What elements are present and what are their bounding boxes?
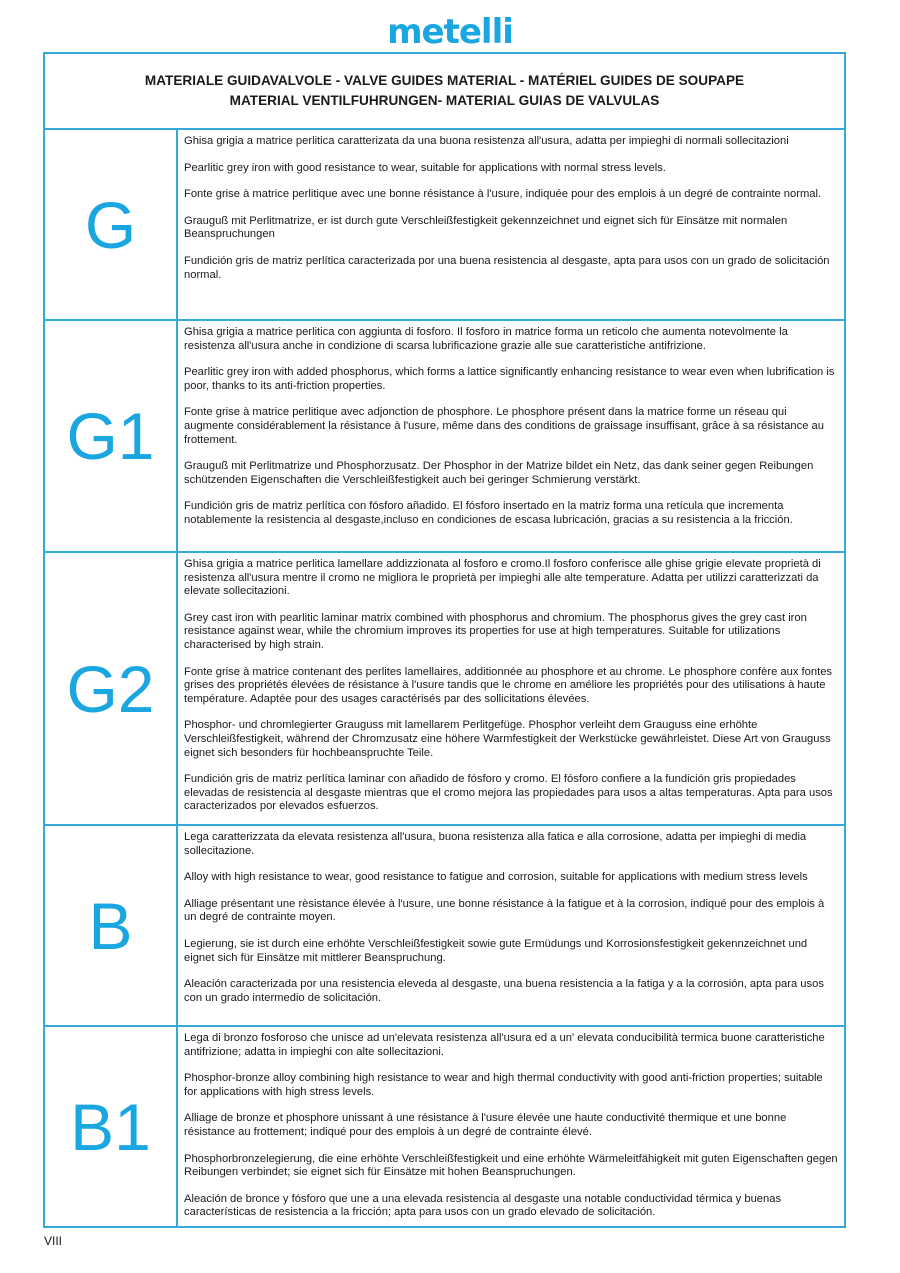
- material-row-g1: [45, 321, 844, 553]
- text-en: Grey cast iron with pearlitic laminar matrix combined with phosphorus and chromium. The phosphorus gives the grey cast iron resistance against wear, while the chromium improves its properties for use at high temperatures. Suitable for utilizations characterised by high strain.: [184, 611, 807, 651]
- material-row-g2: [45, 553, 844, 826]
- material-row-b1: [45, 1027, 844, 1226]
- text-es: Aleación caracterizada por una resistencia eleveda al desgaste, una buena resistencia a la fatiga y a la corrosión, apta para usos con un grado intermedio de solicitación.: [184, 978, 824, 1004]
- material-row-b: [45, 826, 844, 1027]
- text-it: Lega caratterizzata da elevata resistenza all'usura, buona resistenza alla fatica e alla corrosione, adatta per impieghi di media sollecitazione.: [184, 831, 807, 857]
- text-fr: Fonte grise à matrice perlitique avec adjonction de phosphore. Le phosphore présent dans la matrice forme un réseau qui augmente considérablement la résistance à l'usure, même dans des conditions de graissage insuffisant, grâce à sa résistance au frottement.: [184, 406, 824, 446]
- text-de: Legierung, sie ist durch eine erhöhte Verschleißfestigkeit sowie gute Ermüdungs und Korrosionsfestigkeit gekennzeichnet und eignet sich für Einsätze mit mittlerer Beanspruchung.: [184, 937, 808, 964]
- material-code: B1: [70, 1089, 151, 1164]
- material-code: G2: [66, 651, 155, 726]
- text-it: Ghisa grigia a matrice perlitica con aggiunta di fosforo. Il fosforo in matrice forma un reticolo che aumenta notevolmente la resistenza all'usura anche in condizione di scarsa lubrificazione grazie alle sue caratteristiche antifrizione.: [184, 326, 788, 352]
- text-en: Alloy with high resistance to wear, good resistance to fatigue and corrosion, suitable for applications with medium stress levels: [184, 871, 808, 884]
- text-es: Aleación de bronce y fósforo que une a una elevada resistencia al desgaste una notable conductividad térmica y buenas características de resistencia a la fricción; apta para usos con un grado elevado de solicitación.: [184, 1192, 782, 1219]
- text-de: Phosphor- und chromlegierter Grauguss mit lamellarem Perlitgefüge. Phosphor verleiht dem Grauguss eine erhöhte Verschleißfestigkeit, während der Chromzusatz eine höhere Warmfestigkeit der Werkstücke gewährleistet. Diese Art von Grauguss eignet sich besonders für hochbeanspruchte Teile.: [184, 719, 831, 759]
- material-code: B: [88, 888, 133, 963]
- text-en: Phosphor-bronze alloy combining high resistance to wear and high thermal conductivity with good anti-friction properties; suitable for applications with high stress levels.: [184, 1072, 823, 1098]
- text-de: Grauguß mit Perlitmatrize und Phosphorzusatz. Der Phosphor in der Matrize bildet ein Netz, das dank seiner gegen Reibungen schützenden Eigenschaften die Verschleißfestigkeit auch bei geringer Schmierung verstärkt.: [184, 460, 814, 486]
- brand-logo: metelli: [387, 12, 513, 52]
- page-number: VIII: [44, 1234, 63, 1248]
- text-fr: Alliage présentant une rèsistance élevée à l'usure, une bonne résistance à la fatigue et à la corrosion, indiqué pour des emplois à un degré de contrainte moyen.: [184, 897, 825, 924]
- text-es: Fundición gris de matriz perlítica con fósforo añadido. El fósforo insertado en la matriz forma una retícula que incrementa notablemente la resistencia al desgaste,incluso en condiciones de escasa lubricación, gracias a su resistencia a la fricción.: [184, 500, 793, 526]
- material-code: G1: [66, 399, 155, 473]
- material-description: [178, 826, 844, 1025]
- text-it: Lega di bronzo fosforoso che unisce ad un'elevata resistenza all'usura ed a un' elevata conducibilità termica buone caratteristiche antifrizione; adatta in impieghi con alte sollecitazioni.: [184, 1032, 825, 1058]
- text-fr: Fonte grise à matrice contenant des perlites lamellaires, additionnée au phosphore et au chrome. Le phosphore confère aux fontes grises des propriétés élevées de résistance à l'usure tandis que le chrome en améliore les propriétés pour des utilisations à haute température. Adaptée pour des usages caractérisés par des sollicitations élevées.: [184, 665, 833, 705]
- text-de: Phosphorbronzelegierung, die eine erhöhte Verschleißfestigkeit und eine erhöhte Wärmeleitfähigkeit mit guten Eigenschaften gegen Reibungen verbindet; sie eignet sich für Einsätze mit hohen Beanspruchungen.: [184, 1152, 838, 1179]
- text-fr: Fonte grise à matrice perlitique avec une bonne résistance à l'usure, indiquée pour des emplois à un degré de contrainte normal.: [184, 188, 822, 201]
- material-code: G: [84, 187, 137, 262]
- text-en: Pearlitic grey iron with added phosphorus, which forms a lattice significantly enhancing resistance to wear even when lubrification is poor, thanks to its anti-friction properties.: [184, 366, 835, 392]
- header-line-2: MATERIAL VENTILFUHRUNGEN- MATERIAL GUIAS DE VALVULAS: [229, 93, 660, 108]
- material-row-g: [45, 130, 844, 321]
- text-fr: Alliage de bronze et phosphore unissant à une résistance à l'usure élevée une haute conductivité thermique et une bonne résistance au frottement; indiqué pour des emplois à un degré de contrainte élevé.: [184, 1112, 787, 1138]
- material-description: [178, 130, 844, 319]
- table-header: [45, 54, 844, 130]
- materials-table: [43, 52, 846, 1228]
- text-es: Fundición gris de matriz perlítica laminar con añadido de fósforo y cromo. El fósforo confiere a la fundición gris propiedades elevadas de resistencia al desgaste mientras que el cromo mejora las propiedades para usos a altas temperaturas. Apta para usos caracterizados por elevados esfuerzos.: [184, 773, 833, 813]
- text-en: Pearlitic grey iron with good resistance to wear, suitable for applications with normal stress levels.: [184, 161, 666, 174]
- material-description: [178, 553, 844, 824]
- text-es: Fundición gris de matriz perlítica caracterizada por una buena resistencia al desgaste, apta para usos con un grado de solicitación normal.: [184, 254, 830, 281]
- header-line-1: MATERIALE GUIDAVALVOLE - VALVE GUIDES MATERIAL - MATÉRIEL GUIDES DE SOUPAPE: [144, 73, 745, 88]
- material-description: [178, 1027, 844, 1226]
- text-de: Grauguß mit Perlitmatrize, er ist durch gute Verschleißfestigkeit gekennzeichnet und eignet sich für Einsätze mit normalen Beanspruchungen: [184, 214, 788, 241]
- material-description: [178, 321, 844, 551]
- text-it: Ghisa grigia a matrice perlitica lamellare addizzionata al fosforo e cromo.Il fosforo conferisce alle ghise grigie elevate proprietà di resistenza all'usura mentre il cromo ne migliora le proprietà per impieghi alle alte temperature. Adatta per utilizzi caratterizzati da elevate sollecitazioni.: [184, 558, 821, 598]
- text-it: Ghisa grigia a matrice perlitica caratterizata da una buona resistenza all'usura, adatta per impieghi di normali sollecitazioni: [184, 135, 789, 147]
